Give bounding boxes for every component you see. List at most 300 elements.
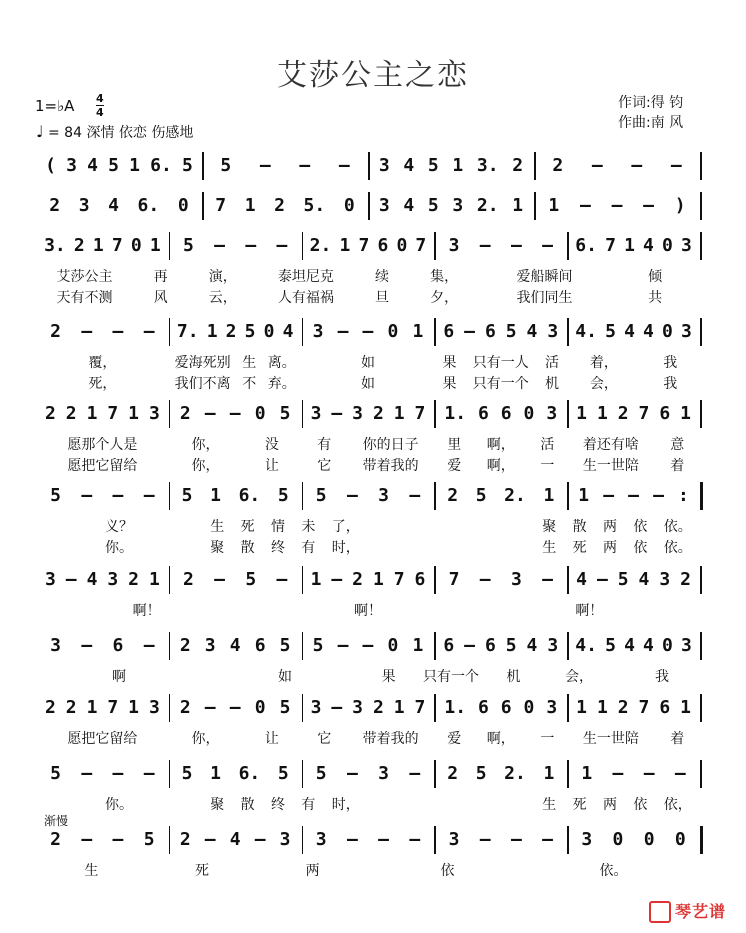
barline xyxy=(368,192,370,220)
music-row xyxy=(36,232,700,260)
barline xyxy=(700,826,703,854)
note: 1 xyxy=(543,762,555,784)
note: 3 xyxy=(547,320,559,342)
note: 3 xyxy=(681,634,692,656)
lyric-group xyxy=(36,455,169,475)
measure xyxy=(438,482,563,508)
lyric-syllable: 覆， xyxy=(88,355,117,371)
note: – xyxy=(112,484,124,506)
lyric-row xyxy=(36,352,700,370)
barline xyxy=(302,232,304,260)
lyric-syllable: 爱海死别 xyxy=(174,355,231,371)
measure xyxy=(571,566,696,592)
lyric-syllable: 时， xyxy=(331,797,360,813)
measure xyxy=(173,760,298,786)
lyric-syllable: 死 xyxy=(194,863,209,879)
barline xyxy=(302,318,304,346)
note: – xyxy=(204,402,216,424)
lyric-group xyxy=(434,455,567,475)
barline xyxy=(434,694,436,722)
note: 1 xyxy=(512,194,524,216)
note: 1 xyxy=(576,402,587,424)
lyric-syllable: 两 xyxy=(602,519,617,535)
lyric-syllable: 义？ xyxy=(105,519,133,535)
lyric-group xyxy=(202,666,368,686)
note: 2. xyxy=(309,234,332,256)
note: 2 xyxy=(447,484,459,506)
note: 4 xyxy=(229,634,241,656)
lyric-syllable: 活 xyxy=(540,437,555,453)
lyric-row xyxy=(36,728,700,746)
note: 5 xyxy=(617,568,629,590)
barline xyxy=(700,152,702,180)
note: 1 xyxy=(206,320,218,342)
note: 1 xyxy=(548,194,560,216)
lyric-group xyxy=(302,352,435,372)
note: 3 xyxy=(546,696,558,718)
note: – xyxy=(143,484,155,506)
barline xyxy=(700,400,702,428)
note: – xyxy=(331,402,343,424)
lyric-syllable: 一 xyxy=(540,731,555,747)
measure xyxy=(571,318,696,344)
lyric-syllable: 啊， xyxy=(486,437,515,453)
lyric-syllable: 机 xyxy=(545,376,560,392)
note: 6 xyxy=(477,402,489,424)
note: 4 xyxy=(643,234,654,256)
lyric-syllable: 离。 xyxy=(267,355,296,371)
note: 4 xyxy=(526,320,538,342)
lyric-syllable: 只有一个 xyxy=(422,669,479,685)
note: 2 xyxy=(179,696,191,718)
lyric-syllable: 会， xyxy=(565,669,593,685)
measure xyxy=(40,232,165,258)
lyric-syllable: 情 xyxy=(270,519,285,535)
barline xyxy=(302,400,304,428)
barline xyxy=(434,760,436,788)
measure xyxy=(438,632,563,658)
note: 0 xyxy=(130,234,142,256)
measure xyxy=(438,566,563,592)
lyric-group xyxy=(434,373,567,393)
note: 1 xyxy=(310,568,322,590)
barline xyxy=(169,232,171,260)
lyric-syllable: 终 xyxy=(270,540,285,556)
lyric-syllable: 有 xyxy=(317,437,332,453)
note: 2 xyxy=(225,320,237,342)
music-row xyxy=(36,826,700,854)
note: 7 xyxy=(414,696,426,718)
note: 3 xyxy=(378,154,390,176)
lyric-syllable: 只有一人 xyxy=(472,355,529,371)
note: 4. xyxy=(575,634,597,656)
lyric-syllable: 倾 xyxy=(648,269,663,285)
barline xyxy=(567,826,569,854)
note: 0 xyxy=(643,828,655,850)
lyric-syllable: 生 xyxy=(84,863,99,879)
note: 1 xyxy=(92,234,104,256)
lyric-syllable: 依。 xyxy=(663,540,692,556)
note: – xyxy=(337,634,349,656)
measure xyxy=(571,694,696,720)
note: 2 xyxy=(372,696,384,718)
note: 7 xyxy=(414,402,426,424)
note: 2 xyxy=(65,696,77,718)
tempo-marking xyxy=(36,122,193,142)
measure xyxy=(438,760,563,786)
note: 0 xyxy=(662,234,673,256)
lyric-group xyxy=(567,455,700,475)
note: – xyxy=(214,234,225,256)
note: 3 xyxy=(681,234,692,256)
note: 5 xyxy=(244,320,256,342)
lyric-group xyxy=(302,455,435,475)
lyric-syllable: 依 xyxy=(633,519,648,535)
barline xyxy=(302,632,304,660)
lyric-group xyxy=(169,455,302,475)
note: 5 xyxy=(315,484,327,506)
note: – xyxy=(259,154,271,176)
lyric-syllable: 爱 xyxy=(447,458,462,474)
lyric-group xyxy=(36,287,257,307)
note: 5 xyxy=(50,484,62,506)
note: 3 xyxy=(546,402,558,424)
lyric-row xyxy=(36,600,700,618)
note: – xyxy=(612,762,624,784)
measure xyxy=(173,566,298,592)
barline xyxy=(700,232,702,260)
note: 7 xyxy=(107,696,119,718)
note: 4 xyxy=(624,320,635,342)
note: 3 xyxy=(659,568,671,590)
barline xyxy=(302,760,304,788)
measure xyxy=(438,318,563,344)
barline xyxy=(434,826,436,854)
lyric-syllable: 啊！ xyxy=(575,603,604,619)
lyric-group xyxy=(257,266,478,286)
note: 7. xyxy=(176,320,199,342)
note: – xyxy=(81,484,93,506)
lyric-syllable: 共 xyxy=(648,290,663,306)
note: – xyxy=(276,234,288,256)
lyric-syllable: 弃。 xyxy=(267,376,296,392)
lyric-syllable: 散 xyxy=(572,519,587,535)
note: – xyxy=(143,320,155,342)
quarter-note-icon: ♩ xyxy=(36,122,44,141)
measure xyxy=(538,192,696,218)
note: 0 xyxy=(523,696,535,718)
note: 2 xyxy=(617,696,629,718)
note: – xyxy=(643,762,655,784)
note: 5 xyxy=(312,634,324,656)
note: 0 xyxy=(263,320,275,342)
note: – xyxy=(510,234,522,256)
lyric-group xyxy=(567,373,700,393)
lyric-syllable: 死 xyxy=(240,519,255,535)
lyric-group xyxy=(479,600,700,620)
lyric-syllable: 带着我的 xyxy=(362,731,419,747)
note: 4 xyxy=(108,194,119,216)
watermark-text: 琴艺谱 xyxy=(674,901,726,921)
note: 3 xyxy=(66,154,77,176)
lyric-syllable: 时， xyxy=(331,540,360,556)
measure xyxy=(438,826,563,852)
lyric-syllable: 啊 xyxy=(112,669,126,685)
lyric-syllable: 它 xyxy=(317,731,332,747)
measure xyxy=(40,694,165,720)
measure xyxy=(173,318,298,344)
barline xyxy=(700,694,702,722)
measure xyxy=(306,400,431,426)
note: 6 xyxy=(443,320,455,342)
barline xyxy=(169,694,171,722)
note: – xyxy=(591,154,603,176)
note: – xyxy=(596,568,608,590)
note: – xyxy=(464,634,475,656)
note: 5. xyxy=(303,194,326,216)
note: 3 xyxy=(510,568,522,590)
measure xyxy=(438,694,563,720)
note: 1 xyxy=(210,762,221,784)
lyric-syllable: 死 xyxy=(572,797,587,813)
lyric-syllable: 生 xyxy=(242,355,257,371)
lyric-syllable: 果 xyxy=(381,669,396,685)
note: 5 xyxy=(143,828,155,850)
lyric-group xyxy=(202,794,368,814)
music-row xyxy=(36,482,700,510)
note: 7 xyxy=(638,402,650,424)
measure xyxy=(571,482,696,508)
note: 0 xyxy=(343,194,355,216)
note: – xyxy=(346,484,358,506)
lyric-syllable: 依。 xyxy=(599,863,628,879)
barline xyxy=(567,694,569,722)
measure xyxy=(306,760,431,786)
lyric-syllable: 啊！ xyxy=(132,603,161,619)
tempo-text: = 84 深情 依恋 伤感地 xyxy=(48,125,194,141)
note: – xyxy=(611,194,623,216)
measure xyxy=(173,232,298,258)
lyric-group xyxy=(434,434,567,454)
note: 0 xyxy=(662,320,673,342)
measure xyxy=(571,400,696,426)
lyric-group xyxy=(534,794,700,814)
lyric-group xyxy=(534,516,700,536)
lyric-syllable: 依 xyxy=(440,863,455,879)
note: 3 xyxy=(352,696,363,718)
barline xyxy=(169,632,171,660)
note: 0 xyxy=(387,634,399,656)
note: – xyxy=(479,568,491,590)
note: – xyxy=(542,568,553,590)
lyric-syllable: 如 xyxy=(360,376,375,392)
measure xyxy=(173,632,298,658)
note: 4. xyxy=(575,320,597,342)
note: – xyxy=(346,762,358,784)
note: 5 xyxy=(605,320,616,342)
lyric-syllable: 如 xyxy=(360,355,375,371)
lyric-syllable: 聚 xyxy=(210,797,225,813)
note: 5 xyxy=(220,154,232,176)
lyric-syllable: 愿那个人是 xyxy=(67,437,138,453)
note: – xyxy=(653,484,664,506)
barline xyxy=(700,318,702,346)
measure xyxy=(306,482,431,508)
lyric-row xyxy=(36,537,700,555)
measure xyxy=(306,826,431,852)
barline xyxy=(434,318,436,346)
barline xyxy=(434,400,436,428)
note: ) xyxy=(674,194,686,216)
note: – xyxy=(674,762,686,784)
lyric-syllable: 生 xyxy=(542,540,557,556)
lyric-syllable: 啊， xyxy=(486,731,515,747)
note: 3 xyxy=(378,484,389,506)
note: 5 xyxy=(505,634,517,656)
note: 3 xyxy=(44,568,56,590)
lyric-group xyxy=(36,666,202,686)
note: – xyxy=(603,484,615,506)
note: 5 xyxy=(181,762,193,784)
note: 1 xyxy=(596,696,608,718)
lyric-group xyxy=(534,537,700,557)
note: – xyxy=(643,194,654,216)
lyric-syllable: 啊！ xyxy=(353,603,382,619)
note: 5 xyxy=(108,154,119,176)
note: 3 xyxy=(352,402,363,424)
note: – xyxy=(276,568,288,590)
measure xyxy=(40,318,165,344)
barline xyxy=(434,566,436,594)
lyric-syllable: 终 xyxy=(270,797,285,813)
lyric-syllable: 如 xyxy=(278,669,292,685)
lyric-syllable: 我 xyxy=(655,669,669,685)
note: 6 xyxy=(477,696,489,718)
lyric-group xyxy=(36,434,169,454)
note: – xyxy=(479,828,491,850)
lyric-syllable: 意 xyxy=(670,437,685,453)
watermark-logo xyxy=(649,899,726,924)
note: – xyxy=(254,828,266,850)
note: 0 xyxy=(254,696,266,718)
lyric-syllable: 不 xyxy=(242,376,257,392)
lyric-syllable: 你， xyxy=(191,458,220,474)
barline xyxy=(302,694,304,722)
note: 3 xyxy=(50,634,62,656)
note: 5 xyxy=(279,696,291,718)
measure xyxy=(173,826,298,852)
lyric-syllable: 聚 xyxy=(210,540,225,556)
note: – xyxy=(579,194,591,216)
music-row xyxy=(36,632,700,660)
lyric-syllable: 两 xyxy=(602,797,617,813)
note: 3 xyxy=(315,828,327,850)
measure xyxy=(40,482,165,508)
music-row xyxy=(36,566,700,594)
lyric-syllable: 艾莎公主 xyxy=(56,269,113,285)
lyric-row xyxy=(36,266,700,284)
barline xyxy=(567,482,569,510)
note: 6. xyxy=(238,484,261,506)
note: – xyxy=(628,484,639,506)
note: ( xyxy=(45,154,56,176)
lyric-syllable: 依。 xyxy=(663,519,692,535)
logo-icon xyxy=(649,901,671,923)
note: – xyxy=(143,762,155,784)
barline xyxy=(534,152,536,180)
note: 2. xyxy=(504,762,526,784)
note: 0 xyxy=(662,634,673,656)
note: 5 xyxy=(427,154,439,176)
note: 0 xyxy=(177,194,189,216)
lyric-group xyxy=(36,537,202,557)
measure xyxy=(173,482,298,508)
note: 1 xyxy=(372,568,384,590)
note: 2 xyxy=(352,568,363,590)
note: 4 xyxy=(643,320,654,342)
note: – xyxy=(542,828,553,850)
measure xyxy=(571,826,696,852)
note: 2. xyxy=(504,484,526,506)
tempo-change-marker: 渐慢 xyxy=(44,814,69,828)
lyric-syllable: 泰坦尼克 xyxy=(277,269,334,285)
note: – xyxy=(331,696,343,718)
lyric-syllable: 有 xyxy=(301,797,316,813)
note: – xyxy=(299,154,311,176)
note: 4 xyxy=(86,568,98,590)
music-row xyxy=(36,192,700,220)
lyric-group xyxy=(368,860,700,880)
note: 4 xyxy=(638,568,650,590)
note: 5 xyxy=(277,762,289,784)
lyric-row xyxy=(36,794,700,812)
lyric-group xyxy=(368,666,534,686)
note: 3 xyxy=(378,194,390,216)
note: 3 xyxy=(581,828,593,850)
key-signature: 1=♭A xyxy=(35,97,75,115)
note: 6. xyxy=(150,154,172,176)
lyric-syllable: 依 xyxy=(633,540,648,556)
note: – xyxy=(362,320,374,342)
lyric-group xyxy=(202,516,368,536)
lyric-group xyxy=(36,860,368,880)
lyric-syllable: 果 xyxy=(442,355,457,371)
measure xyxy=(206,192,364,218)
barline xyxy=(434,632,436,660)
note: 1 xyxy=(86,696,98,718)
note: 1 xyxy=(576,696,587,718)
barline xyxy=(567,566,569,594)
note: 3 xyxy=(378,762,389,784)
note: – xyxy=(81,320,93,342)
note: 6 xyxy=(484,634,496,656)
barline xyxy=(202,152,204,180)
measure xyxy=(40,192,198,218)
note: 3 xyxy=(448,234,460,256)
lyric-syllable: 你。 xyxy=(105,540,133,556)
note: – xyxy=(204,696,216,718)
note: – xyxy=(112,828,124,850)
measure xyxy=(40,760,165,786)
lyric-syllable: 着 xyxy=(670,731,685,747)
note: 2 xyxy=(73,234,85,256)
note: 1 xyxy=(624,234,635,256)
note: – xyxy=(112,320,124,342)
music-row xyxy=(36,694,700,722)
note: – xyxy=(331,568,343,590)
note: 2 xyxy=(552,154,564,176)
note: 4 xyxy=(624,634,635,656)
